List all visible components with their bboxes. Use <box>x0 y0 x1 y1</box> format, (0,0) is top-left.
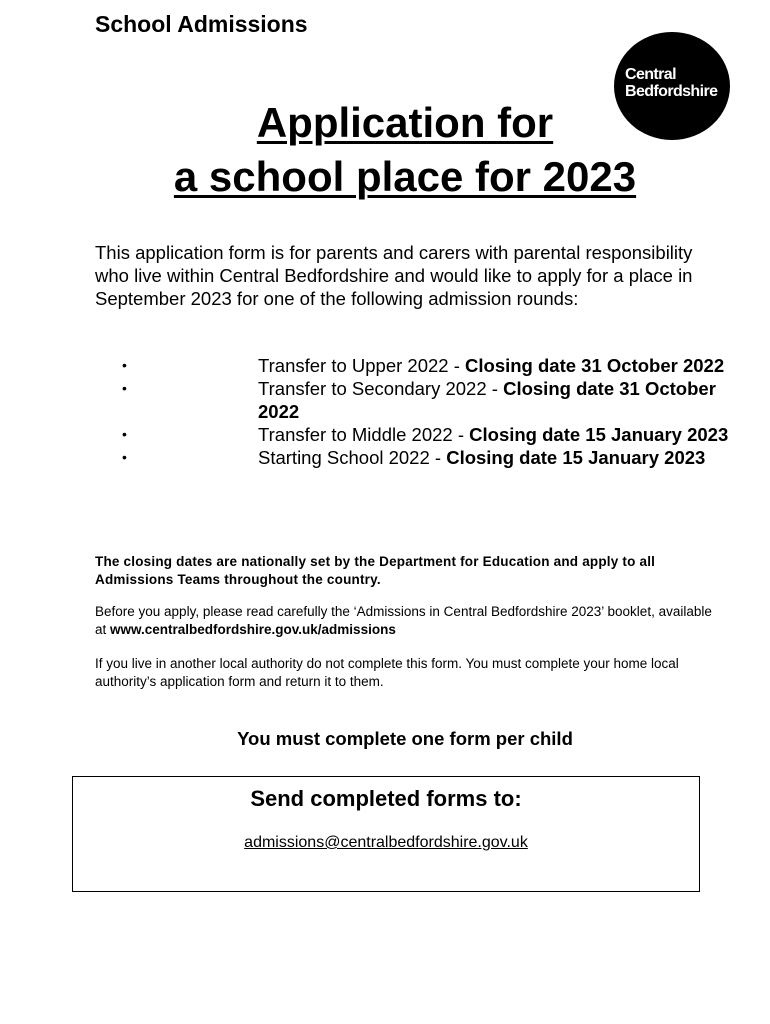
booklet-note <box>95 603 715 639</box>
bullet-icon: • <box>122 449 127 465</box>
page-title <box>20 96 770 204</box>
logo-text-line1: Central <box>625 66 676 83</box>
other-authority-note: If you live in another local authority do not complete this form. You must complete your home local authority’s application form and return it to them. <box>95 656 679 689</box>
admissions-email-link[interactable]: admissions@centralbedfordshire.gov.uk <box>244 834 528 851</box>
round-name: Starting School 2022 - <box>258 447 447 468</box>
send-forms-box <box>72 776 700 892</box>
round-closing-date: Closing date 31 October 2022 <box>258 378 716 422</box>
section-title: School Admissions <box>95 11 308 37</box>
booklet-note-text: Before you apply, please read carefully the ‘Admissions in Central Bedfordshire 2023’ booklet, available at <box>95 604 712 637</box>
admission-rounds-list <box>95 354 735 469</box>
admission-round-item <box>95 446 735 469</box>
bullet-icon: • <box>122 357 127 373</box>
logo-text-line2: Bedfordshire <box>625 83 718 100</box>
admission-round-item <box>95 377 735 423</box>
admission-round-item <box>95 423 735 446</box>
booklet-url: www.centralbedfordshire.gov.uk/admissions <box>110 622 396 637</box>
one-form-per-child-notice: You must complete one form per child <box>237 728 573 749</box>
round-name: Transfer to Secondary 2022 - <box>258 378 504 399</box>
round-closing-date: Closing date 15 January 2023 <box>446 447 706 468</box>
send-forms-title: Send completed forms to: <box>250 786 522 811</box>
closing-dates-note: The closing dates are nationally set by the Department for Education and apply to all Admissions Teams throughout the country. <box>95 554 656 587</box>
bullet-icon: • <box>122 426 127 442</box>
round-closing-date: Closing date 15 January 2023 <box>469 424 729 445</box>
intro-paragraph: This application form is for parents and carers with parental responsibility who live within Central Bedfordshire and would like to apply for a place in September 2023 for one of the following admission rounds: <box>95 242 693 309</box>
page-title-line1: Application for <box>256 99 554 146</box>
round-name: Transfer to Upper 2022 - <box>258 355 466 376</box>
round-closing-date: Closing date 31 October 2022 <box>465 355 725 376</box>
page-title-line2: a school place for 2023 <box>173 153 637 200</box>
admission-round-item <box>95 354 735 377</box>
round-name: Transfer to Middle 2022 - <box>258 424 470 445</box>
bullet-icon: • <box>122 380 127 396</box>
